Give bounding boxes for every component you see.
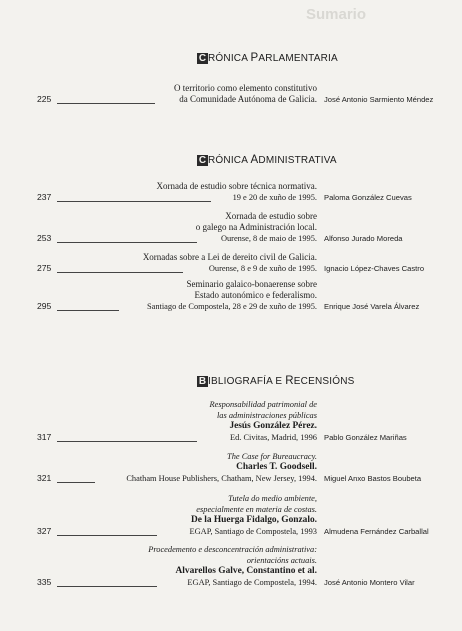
entry-detail-line: 19 e 20 de xuño de 1995. (232, 193, 317, 202)
section-initial-box: C (198, 155, 207, 166)
leader-rule (57, 103, 155, 104)
entry-author: Enrique José Varela Álvarez (324, 302, 420, 311)
section-title: IBLIOGRAFÍA E RECENSIÓNS (208, 375, 355, 387)
leader-rule (57, 586, 157, 587)
page-number: 275 (37, 263, 52, 273)
entry-book-author: Alvarellos Galve, Constantino et al. (175, 566, 317, 576)
section-heading-cronica-parlamentaria (197, 53, 338, 64)
section-initial-box: C (198, 53, 207, 64)
entry-title-line: Seminario galaico-bonaerense sobre (186, 279, 317, 289)
leader-rule (57, 310, 119, 311)
section-heading-cronica-administrativa (197, 155, 337, 166)
entry-book-author: De la Huerga Fidalgo, Gonzalo. (190, 515, 317, 525)
entry-title-line: Xornada de estudio sobre técnica normativa. (156, 181, 317, 191)
entry-author: Alfonso Jurado Moreda (324, 234, 403, 243)
leader-rule (57, 535, 157, 536)
page-number: 225 (37, 94, 52, 104)
entry-author: José Antonio Sarmiento Méndez (324, 95, 434, 104)
entry-title-line: orientacións actuais. (246, 556, 317, 565)
entry-title-line: las administraciones públicas (216, 411, 317, 420)
entry-author: José Antonio Montero Vilar (324, 578, 415, 587)
entry-title-line: Estado autonómico e federalismo. (194, 290, 317, 300)
section-title: RÓNICA ADMINISTRATIVA (208, 154, 337, 166)
leader-rule (57, 201, 211, 202)
page-number: 295 (37, 301, 52, 311)
entry-title-line: Responsabilidad patrimonial de (209, 400, 317, 409)
entry-detail-line: Chatham House Publishers, Chatham, New Jersey, 1994. (126, 474, 317, 483)
entry-title-line: Xornadas sobre a Lei de dereito civil de Galicia. (142, 252, 317, 262)
entry-book-author: Jesús González Pérez. (229, 421, 317, 431)
entry-author: Almudena Fernández Carballal (324, 527, 429, 536)
entry-detail-line: Ourense, 8 e 9 de xuño de 1995. (208, 264, 317, 273)
entry-title-line: o galego na Administración local. (195, 222, 317, 232)
leader-rule (57, 482, 95, 483)
entry-title-line: Tutela do medio ambiente, (228, 494, 317, 503)
entry-detail-line: EGAP, Santiago de Compostela, 1993 (189, 527, 317, 536)
entry-detail-line: Santiago de Compostela, 28 e 29 de xuño de 1995. (146, 302, 317, 311)
section-title: RÓNICA PARLAMENTARIA (208, 52, 338, 64)
page-number: 237 (37, 192, 52, 202)
entry-detail-line: Ed. Civitas, Madrid, 1996 (229, 433, 317, 442)
entry-detail-line: Ourense, 8 de maio de 1995. (220, 234, 317, 243)
entry-book-author: Charles T. Goodsell. (236, 462, 317, 472)
leader-rule (57, 242, 197, 243)
ghost-heading: Sumario (305, 6, 366, 23)
page-number: 327 (37, 526, 52, 536)
entry-title-line: O territorio como elemento constitutivo (174, 83, 317, 93)
entry-title-line: da Comunidade Autónoma de Galicia. (179, 94, 317, 104)
entry-author: Ignacio López-Chaves Castro (324, 264, 425, 273)
entry-title-line: The Case for Bureaucracy. (227, 452, 317, 461)
section-heading-bibliografia (197, 376, 355, 387)
leader-rule (57, 441, 197, 442)
page-number: 335 (37, 577, 52, 587)
leader-rule (57, 272, 183, 273)
page-number: 321 (37, 473, 52, 483)
entry-title-line: Procedemento e desconcentración administrativa: (148, 545, 317, 554)
section-initial-box: B (198, 376, 207, 387)
entry-author: Paloma González Cuevas (324, 193, 412, 202)
page-number: 317 (37, 432, 52, 442)
entry-title-line: Xornada de estudio sobre (225, 211, 317, 221)
entry-detail-line: EGAP, Santiago de Compostela, 1994. (187, 578, 317, 587)
entry-author: Pablo González Mariñas (324, 433, 407, 442)
entry-title-line: especialmente en materia de costas. (196, 505, 317, 514)
entry-author: Miguel Anxo Bastos Boubeta (324, 474, 422, 483)
page-number: 253 (37, 233, 52, 243)
